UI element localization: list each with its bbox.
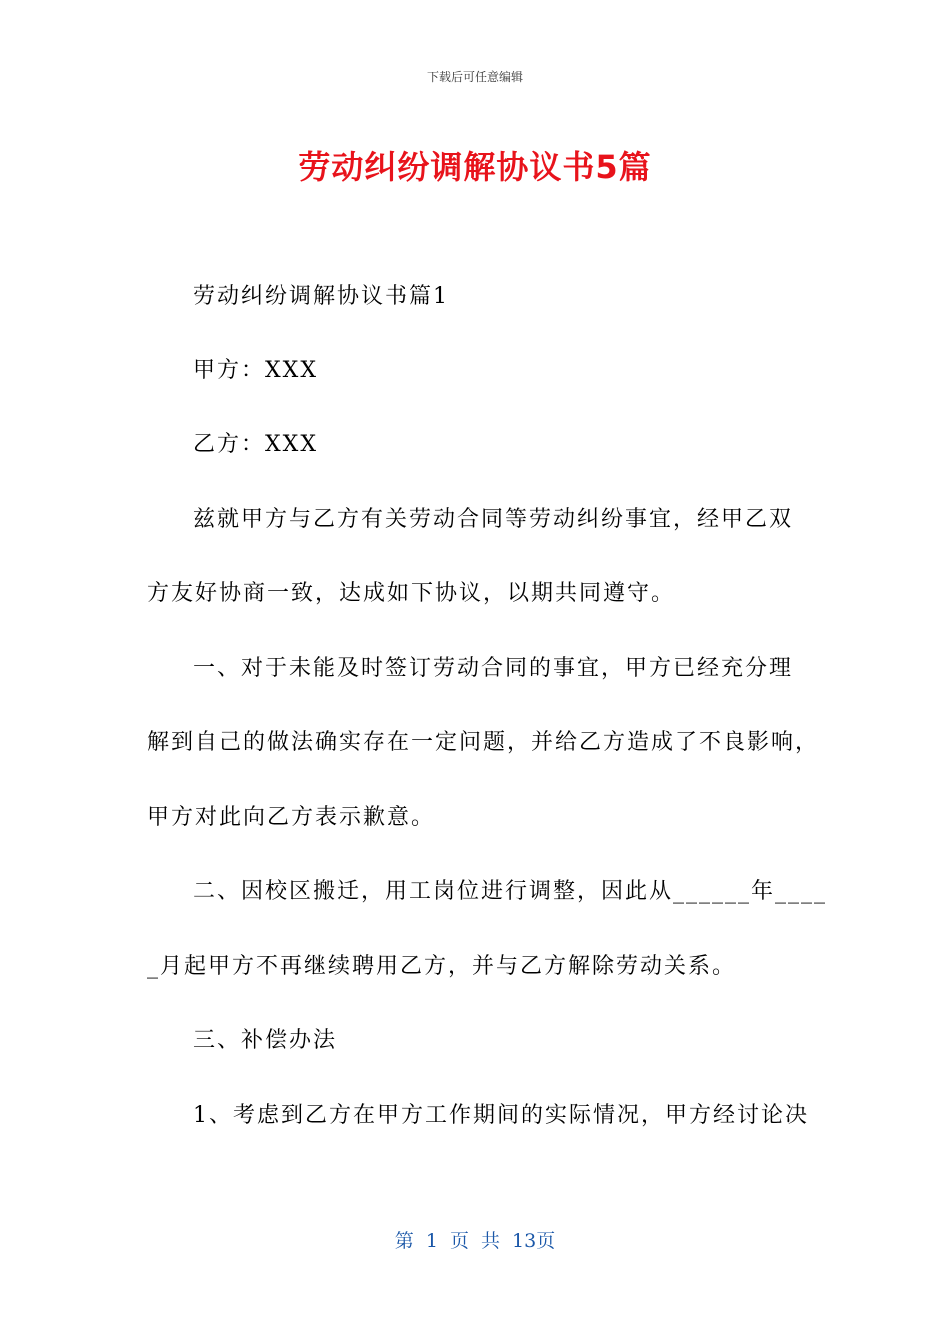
party-a-line: 甲方：XXX: [193, 358, 318, 383]
paragraph-line: 三、补偿办法: [193, 1028, 338, 1053]
paragraph-line: 一、对于未能及时签订劳动合同的事宜，甲方已经充分理: [193, 656, 794, 681]
paragraph-line: 解到自己的做法确实存在一定问题，并给乙方造成了不良影响，: [147, 730, 820, 755]
paragraph-line: 1、考虑到乙方在甲方工作期间的实际情况，甲方经讨论决: [193, 1103, 809, 1128]
paragraph-line: _月起甲方不再继续聘用乙方，并与乙方解除劳动关系。: [147, 954, 737, 979]
document-title: 劳动纠纷调解协议书5篇: [298, 148, 652, 186]
paragraph-line: 二、因校区搬迁，用工岗位进行调整，因此从______年____: [193, 879, 828, 904]
page-footer: 第 1 页 共 13页: [394, 1230, 556, 1252]
paragraph-line: 兹就甲方与乙方有关劳动合同等劳动纠纷事宜，经甲乙双: [193, 507, 794, 532]
paragraph-line: 方友好协商一致，达成如下协议，以期共同遵守。: [147, 581, 676, 606]
section-heading: 劳动纠纷调解协议书篇1: [193, 284, 449, 309]
paragraph-line: 甲方对此向乙方表示歉意。: [147, 805, 436, 830]
party-b-line: 乙方：XXX: [193, 432, 318, 457]
header-note: 下载后可任意编辑: [426, 70, 523, 84]
